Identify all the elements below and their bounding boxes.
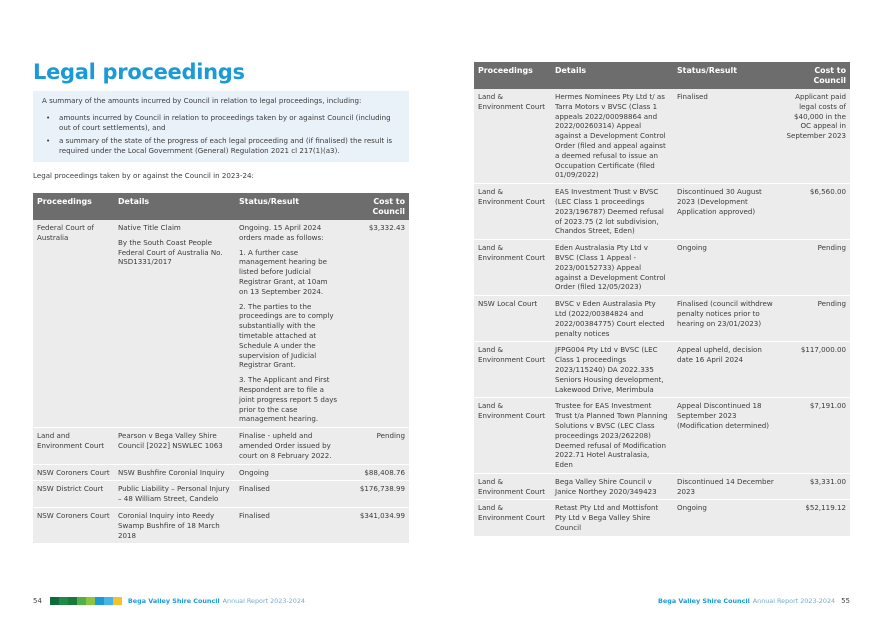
page-title: Legal proceedings: [33, 60, 245, 84]
cell-cost: Applicant paid legal costs of $40,000 in the OC appeal in September 2023: [779, 89, 850, 184]
cell-status: Ongoing: [673, 240, 779, 296]
cell-proceedings: NSW Local Court: [474, 296, 551, 342]
cell-cost: $52,119.12: [779, 500, 850, 536]
cell-status: Finalised (council withdrew penalty notices prior to hearing on 23/01/2023): [673, 296, 779, 342]
cell-status: Ongoing: [673, 500, 779, 536]
cell-status: Appeal Discontinued 18 September 2023 (Modification determined): [673, 398, 779, 474]
cell-details: Trustee for EAS Investment Trust t/a Planned Town Planning Solutions v BVSC (LEC Class proceedings 2023/262208) Deemed refusal of Modification 2022.71 Hotel Australasia, Eden: [551, 398, 673, 474]
status-line: 3. The Applicant and First Respondent are to file a joint progress report 5 days prior to the case management hearing.: [239, 375, 338, 424]
cell-status: [235, 220, 342, 428]
table-row: [33, 507, 409, 543]
footer-left: [33, 597, 305, 605]
cell-details: Eden Australasia Pty Ltd v BVSC (Class 1 Appeal - 2023/00152733) Appeal against a Development Control Order (filed 12/05/2023): [551, 240, 673, 296]
table-row: [33, 428, 409, 464]
cell-details: Hermes Nominees Pty Ltd t/ as Tarra Motors v BVSC (Class 1 appeals 2022/00098864 and 2022/00260314) Appeal against a Development Control Order (filed and appeal against a deemed refusal to issue an Occupation Certificate (filed 01/09/2022): [551, 89, 673, 184]
table-row: [474, 296, 850, 342]
table-header-row: [33, 193, 409, 220]
footer-report: Annual Report 2023-2024: [222, 597, 305, 605]
cell-proceedings: NSW Coroners Court: [33, 464, 114, 481]
details-line: By the South Coast People Federal Court of Australia No. NSD1331/2017: [118, 237, 223, 267]
cell-proceedings: NSW Coroners Court: [33, 507, 114, 543]
details-line: Native Title Claim: [118, 223, 181, 232]
legal-proceedings-table-left: [33, 193, 409, 544]
cell-cost: Pending: [779, 240, 850, 296]
cell-proceedings: Federal Court of Australia: [33, 220, 114, 428]
page-number: 54: [33, 597, 42, 605]
cell-status: Finalise - upheld and amended Order issued by court on 8 February 2022.: [235, 428, 342, 464]
cell-details: JFPG004 Pty Ltd v BVSC (LEC Class 1 proceedings 2023/115240) DA 2022.335 Seniors Housing development, Lakewood Drive, Merimbula: [551, 342, 673, 398]
cell-proceedings: Land & Environment Court: [474, 240, 551, 296]
cell-proceedings: Land & Environment Court: [474, 184, 551, 240]
table-row: [474, 89, 850, 184]
table-row: [474, 500, 850, 536]
cell-status: Finalised: [235, 507, 342, 543]
table-header-row: [474, 62, 850, 89]
table-row: [474, 398, 850, 474]
table-row: [474, 184, 850, 240]
cell-details: Coronial Inquiry into Reedy Swamp Bushfire of 18 March 2018: [114, 507, 235, 543]
right-page: [439, 0, 878, 620]
cell-cost: $7,191.00: [779, 398, 850, 474]
cell-status: Discontinued 14 December 2023: [673, 473, 779, 500]
cell-status: Ongoing: [235, 464, 342, 481]
status-line: Ongoing. 15 April 2024 orders made as follows:: [239, 223, 324, 242]
cell-proceedings: Land & Environment Court: [474, 500, 551, 536]
cell-details: Retast Pty Ltd and Mottisfont Pty Ltd v Bega Valley Shire Council: [551, 500, 673, 536]
cell-proceedings: Land & Environment Court: [474, 398, 551, 474]
cell-cost: $176,738.99: [342, 481, 409, 508]
footer-org: Bega Valley Shire Council: [658, 597, 750, 605]
header-cost: Cost to Council: [372, 197, 405, 216]
cell-proceedings: Land and Environment Court: [33, 428, 114, 464]
cell-details: [114, 220, 235, 428]
header-details: Details: [555, 66, 587, 75]
table-row: [33, 464, 409, 481]
cell-cost: $3,331.00: [779, 473, 850, 500]
header-details: Details: [118, 197, 150, 206]
header-proceedings: Proceedings: [37, 197, 92, 206]
header-cost: Cost to Council: [813, 66, 846, 85]
cell-cost: $341,034.99: [342, 507, 409, 543]
cell-details: Public Liability – Personal Injury – 48 William Street, Candelo: [114, 481, 235, 508]
cell-proceedings: NSW District Court: [33, 481, 114, 508]
footer-right: [658, 597, 850, 605]
table-row: [474, 342, 850, 398]
footer-org: Bega Valley Shire Council: [127, 597, 220, 605]
cell-cost: $117,000.00: [779, 342, 850, 398]
cell-details: Bega Valley Shire Council v Janice Northey 2020/349423: [551, 473, 673, 500]
status-line: 2. The parties to the proceedings are to comply substantially with the timetable attached at Schedule A under the supervision of Judicial Registrar Grant.: [239, 301, 334, 370]
color-strip: [50, 597, 122, 605]
cell-details: Pearson v Bega Valley Shire Council [2022] NSWLEC 1063: [114, 428, 235, 464]
table-row: [474, 240, 850, 296]
cell-cost: $6,560.00: [779, 184, 850, 240]
cell-status: Finalised: [235, 481, 342, 508]
summary-box: [33, 91, 409, 162]
cell-proceedings: Land & Environment Court: [474, 89, 551, 184]
status-line: 1. A further case management hearing be listed before Judicial Registrar Grant, at 10am on 13 September 2024.: [239, 247, 328, 296]
cell-details: NSW Bushfire Coronial Inquiry: [114, 464, 235, 481]
header-status: Status/Result: [239, 197, 299, 206]
summary-bullet: • amounts incurred by Council in relation to proceedings taken by or against Council (including out of court settlements), and: [42, 113, 400, 133]
cell-details: EAS Investment Trust v BVSC (LEC Class 1 proceedings 2023/196787) Deemed refusal of 2023.75 (2 lot subdivision, Chandos Street, Eden): [551, 184, 673, 240]
summary-lead: A summary of the amounts incurred by Council in relation to legal proceedings, including:: [42, 96, 362, 105]
cell-details: BVSC v Eden Australasia Pty Ltd (2022/00384824 and 2022/00384775) Court elected penalty notices: [551, 296, 673, 342]
table-row: [33, 481, 409, 508]
summary-list: [42, 113, 400, 156]
table-row: [33, 220, 409, 428]
cell-status: Discontinued 30 August 2023 (Development Application approved): [673, 184, 779, 240]
header-status: Status/Result: [677, 66, 737, 75]
cell-status: Finalised: [673, 89, 779, 184]
cell-cost: Pending: [342, 428, 409, 464]
cell-cost: $3,332.43: [342, 220, 409, 428]
intro-text: Legal proceedings taken by or against the Council in 2023-24:: [33, 171, 254, 180]
table-row: [474, 473, 850, 500]
footer-report: Annual Report 2023-2024: [752, 597, 836, 605]
cell-cost: $88,408.76: [342, 464, 409, 481]
cell-status: Appeal upheld, decision date 16 April 2024: [673, 342, 779, 398]
summary-bullet: • a summary of the state of the progress of each legal proceeding and (if finalised) the result is required under the Local Government (General) Regulation 2021 cl 217(1)(a3).: [42, 136, 400, 156]
cell-cost: Pending: [779, 296, 850, 342]
cell-proceedings: Land & Environment Court: [474, 473, 551, 500]
cell-proceedings: Land & Environment Court: [474, 342, 551, 398]
header-proceedings: Proceedings: [478, 66, 533, 75]
page-number: 55: [841, 597, 850, 605]
legal-proceedings-table-right: [474, 62, 850, 537]
